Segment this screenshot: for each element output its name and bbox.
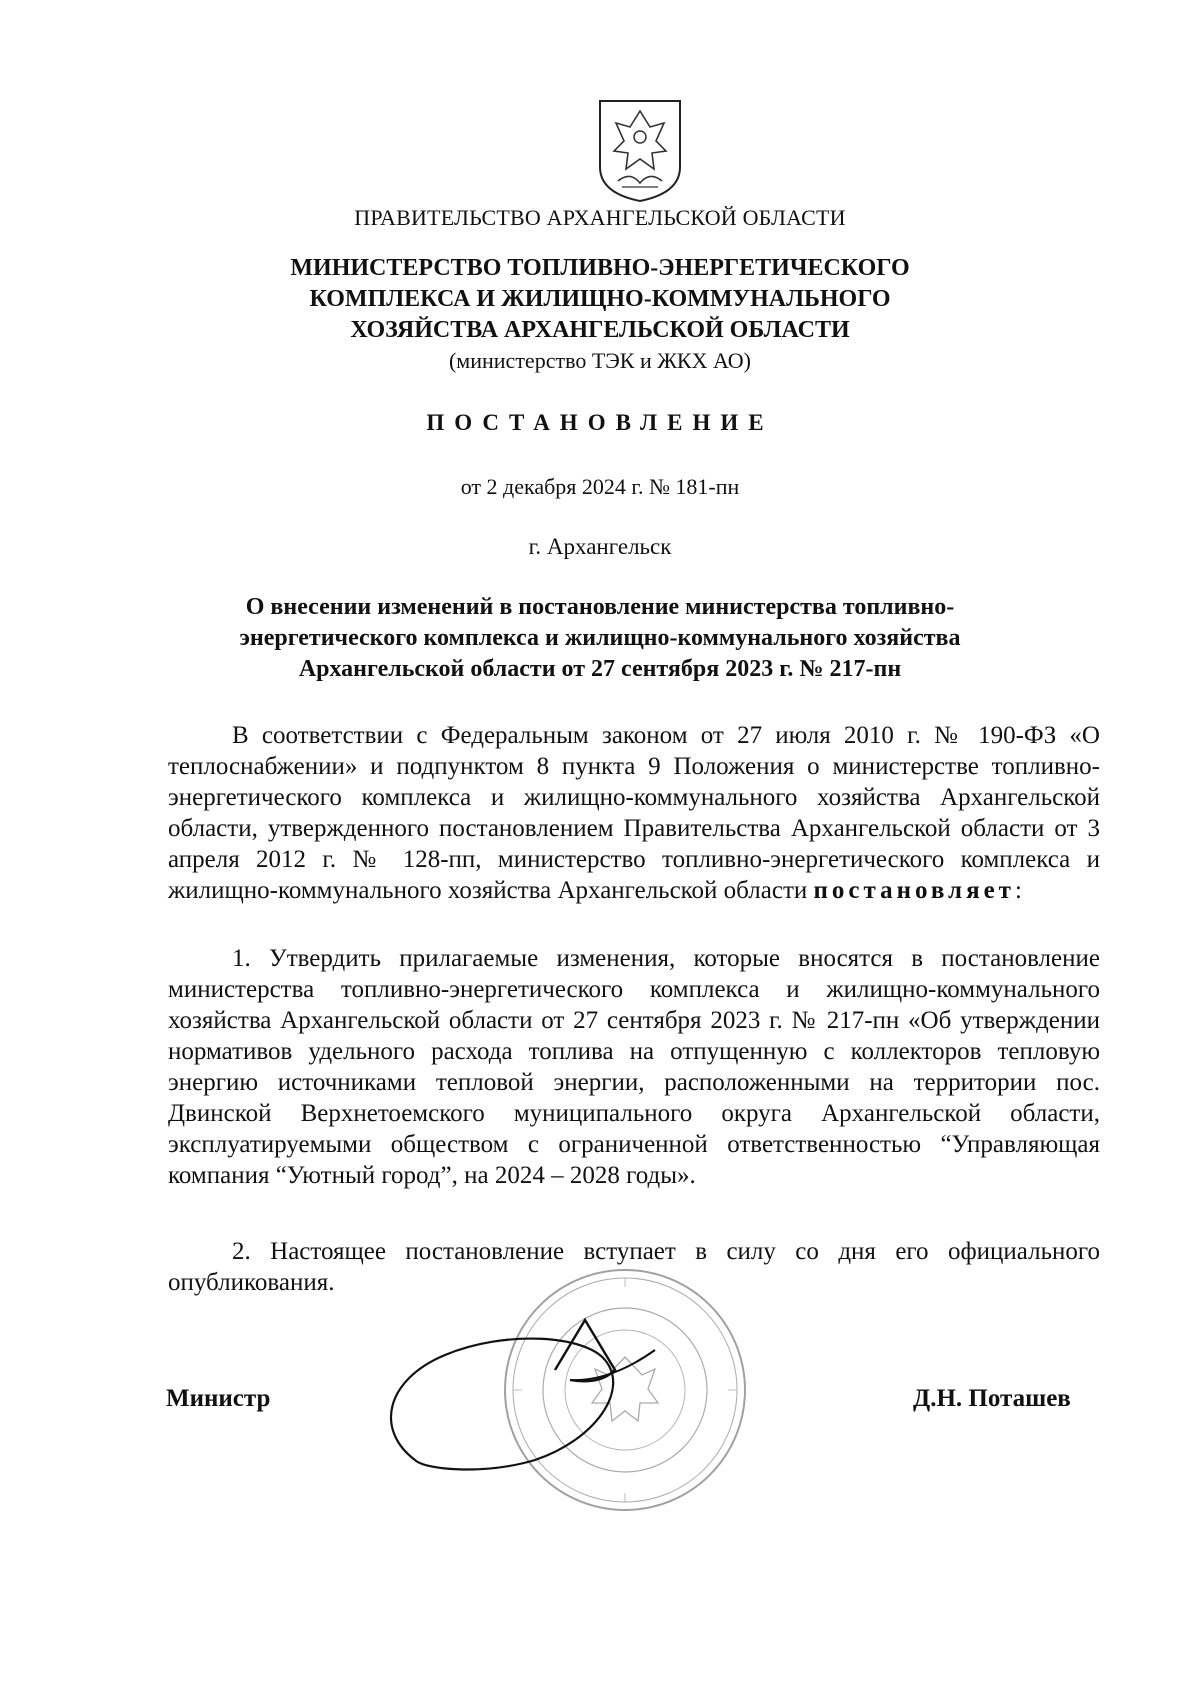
document-city: г. Архангельск	[528, 534, 672, 559]
clause-1	[168, 943, 1100, 1191]
ministry-name-line: ХОЗЯЙСТВА АРХАНГЕЛЬСКОЙ ОБЛАСТИ	[350, 317, 850, 343]
clause-1-text: 1. Утвердить прилагаемые изменения, которые вносятся в постановление министерства топливно-энергетического комплекса и жилищно-коммунального хозяйства Архангельской области от 27 сентября 2023 г. № 217-пн «Об утверждении нормативов удельного расхода топлива на отпущенную с коллекторов тепловую энергию источниками тепловой энергии, расположенными на территории пос. Двинской Верхнетоемского муниципального округа Архангельской области, эксплуатируемыми обществом с ограниченной ответственностью “Управляющая компания “Уютный город”, на 2024 – 2028 годы».	[168, 945, 1100, 1189]
signatory-position: Министр	[166, 1385, 271, 1412]
document-title-line: Архангельской области от 27 сентября 2023 г. № 217-пн	[298, 656, 902, 682]
government-name: ПРАВИТЕЛЬСТВО АРХАНГЕЛЬСКОЙ ОБЛАСТИ	[354, 205, 846, 230]
ministry-abbreviation: (министерство ТЭК и ЖКХ АО)	[448, 348, 752, 373]
preamble-text: В соответствии с Федеральным законом от 27 июля 2010 г. № 190-ФЗ «О теплоснабжении» и подпунктом 8 пункта 9 Положения о министерстве топливно-энергетического комплекса и жилищно-коммунального хозяйства Архангельской области, утвержденного постановлением Правительства Архангельской области от 3 апреля 2012 г. № 128-пп, министерство топливно-энергетического комплекса и жилищно-коммунального хозяйства Архангельской области	[168, 722, 1100, 904]
signatory-name: Д.Н. Поташев	[913, 1385, 1071, 1412]
ministry-name-line: МИНИСТЕРСТВО ТОПЛИВНО-ЭНЕРГЕТИЧЕСКОГО	[290, 255, 910, 281]
clause-2-text: 2. Настоящее постановление вступает в силу со дня его официального опубликования.	[168, 1238, 1100, 1296]
document-title-line: О внесении изменений в постановление министерства топливно-	[245, 594, 955, 620]
document-title-line: энергетического комплекса и жилищно-коммунального хозяйства	[239, 625, 961, 651]
ministry-name-line: КОМПЛЕКСА И ЖИЛИЩНО-КОММУНАЛЬНОГО	[309, 286, 891, 312]
document-date-number: от 2 декабря 2024 г. № 181-пн	[460, 474, 740, 499]
document-type: ПОСТАНОВЛЕНИЕ	[426, 410, 774, 435]
decrees-word: постановляет	[813, 877, 1015, 904]
preamble-paragraph: В соответствии с Федеральным законом от 27 июля 2010 г. № 190-ФЗ «О теплоснабжении» и подпунктом 8 пункта 9 Положения о министерстве топливно-энергетического комплекса и жилищно-коммунального хозяйства Архангельской области, утвержденного постановлением Правительства Архангельской области от 3 апреля 2012 г. № 128-пп, министерство топливно-энергетического комплекса и жилищно-коммунального хозяйства Архангельской области постановляет:	[168, 722, 1100, 904]
arkhangelsk-coat-of-arms-icon	[596, 97, 684, 205]
ministry-name	[0, 253, 1200, 346]
document-title	[0, 592, 1200, 685]
handwritten-signature-icon	[355, 1310, 675, 1490]
